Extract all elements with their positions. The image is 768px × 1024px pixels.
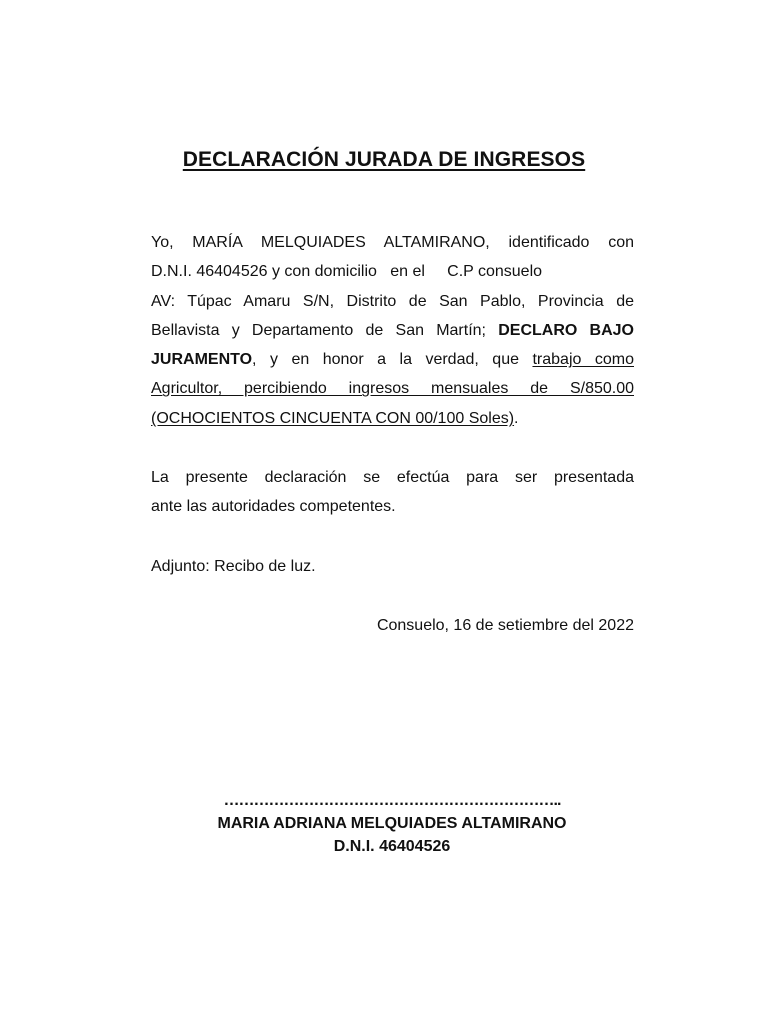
bold-phrase: JURAMENTO bbox=[151, 351, 253, 369]
document-title: DECLARACIÓN JURADA DE INGRESOS bbox=[182, 148, 586, 171]
underlined-phrase: (OCHOCIENTOS CINCUENTA CON 00/100 Soles) bbox=[151, 409, 515, 427]
declaration-paragraph bbox=[151, 228, 634, 433]
signatory-dni: D.N.I. 46404526 bbox=[333, 838, 451, 855]
attachment-line bbox=[151, 552, 634, 581]
paragraph-text: , y en honor a la verdad, que bbox=[252, 351, 533, 369]
bold-phrase: DECLARO BAJO bbox=[498, 321, 634, 339]
signatory-name: MARIA ADRIANA MELQUIADES ALTAMIRANO bbox=[217, 815, 567, 832]
paragraph-line bbox=[151, 316, 634, 345]
paragraph-line bbox=[151, 345, 634, 374]
paragraph-line: La presente declaración se efectúa para ser presentada bbox=[151, 469, 634, 486]
paragraph-text: . bbox=[514, 409, 519, 427]
date-line: Consuelo, 16 de setiembre del 2022 bbox=[376, 617, 634, 634]
underlined-phrase: trabajo como bbox=[532, 351, 634, 369]
paragraph-line: ante las autoridades competentes. bbox=[151, 498, 396, 516]
attachment-text: Adjunto: Recibo de luz. bbox=[151, 558, 316, 575]
paragraph-line: Yo, MARÍA MELQUIADES ALTAMIRANO, identificado con bbox=[151, 234, 634, 251]
paragraph-line: D.N.I. 46404526 y con domicilio en el C.P consuelo bbox=[151, 263, 543, 281]
paragraph-text: Bellavista y Departamento de San Martín; bbox=[151, 321, 499, 339]
purpose-paragraph bbox=[151, 463, 634, 522]
paragraph-line: AV: Túpac Amaru S/N, Distrito de San Pablo, Provincia de bbox=[151, 292, 634, 310]
paragraph-line bbox=[151, 404, 634, 433]
signature-line: ………………………………………………………….. bbox=[223, 792, 561, 809]
underlined-line: Agricultor, percibiendo ingresos mensuales de S/850.00 bbox=[151, 380, 634, 398]
